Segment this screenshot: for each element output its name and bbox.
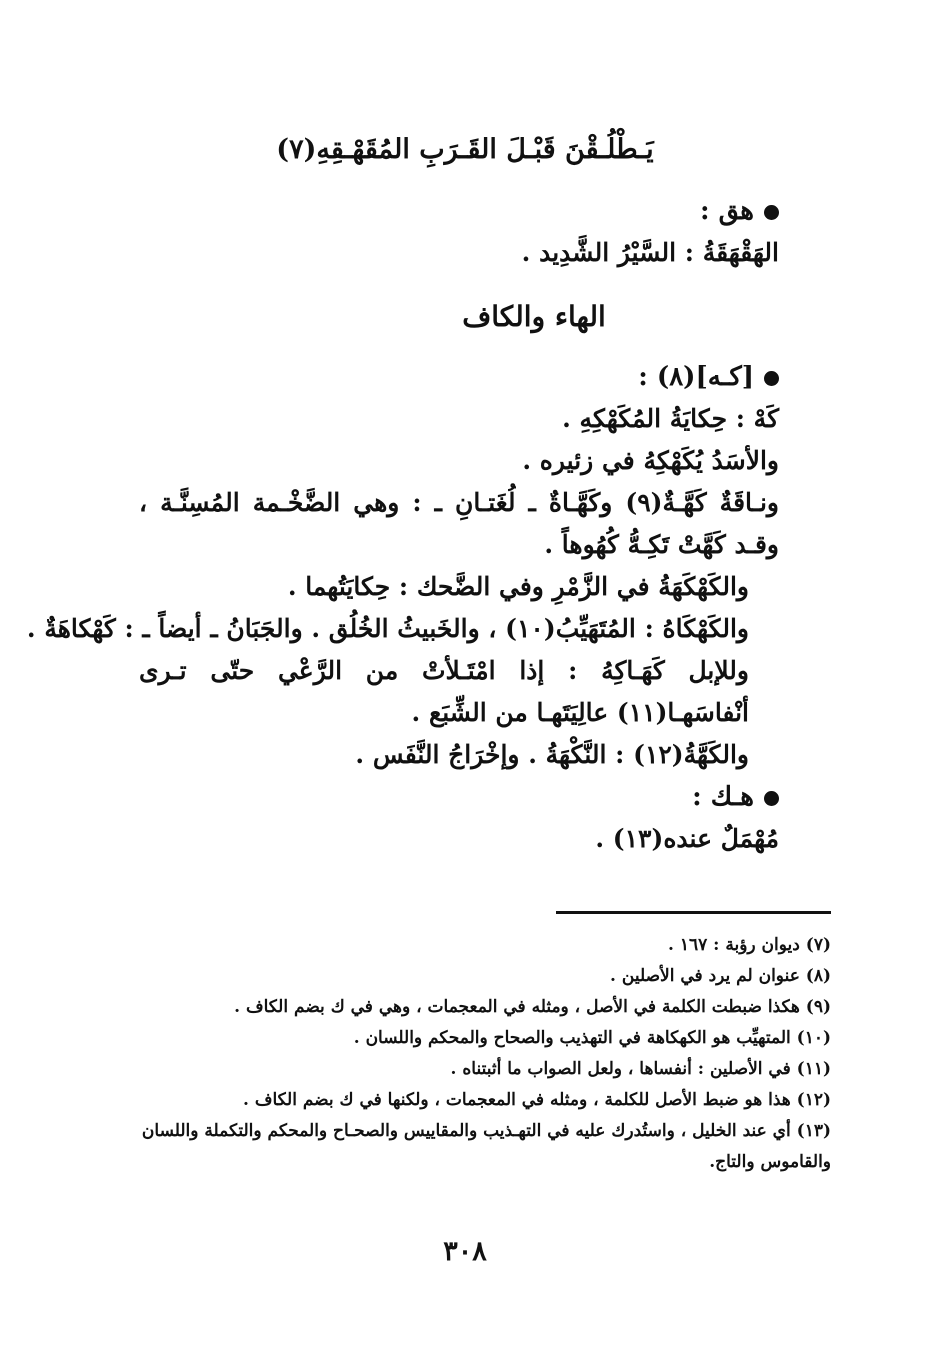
footnote: (١٠) المتهيِّب هو الكهكاهة في التهذيب والصحاح والمحكم واللسان . <box>353 1028 831 1048</box>
definition-line: والكَهَّةُ(١٢) : النَّكْهَةُ . وإخْرَاجُ النَّفَس . <box>355 740 749 769</box>
section-title: الهاء والكاف <box>462 300 606 333</box>
footnote: (٩) هكذا ضبطت الكلمة في الأصل ، ومثله في المعجمات ، وهي في ك بضم الكاف . <box>234 997 831 1017</box>
entry-head-label: هـك : <box>692 782 754 812</box>
definition-line: وللإبل كَهَـاكِهُ : إذا امْتَـلأتْ من الرَّعْي حتّى تـرى أنْفاسَهـا(١١) عالِيَتَهـا من الشِّبَع . <box>139 656 749 727</box>
poetry-verse: يَـطْلُـقْنَ قَبْـلَ القَـرَبِ المُقَهْـقِهِ(٧) <box>276 134 654 165</box>
main-text <box>26 190 779 860</box>
page-number: ٣٠٨ <box>443 1236 487 1267</box>
definition-line: ونـاقَةٌ كَهَّـةٌ(٩) وكَهَّـاةٌ ـ لُغَتـانِ ـ : وهي الضَّخْـمة المُسِنَّـة ، وقـد كَهَّتْ تَكِـهُّ كُهُوهاً . <box>139 488 779 559</box>
footnote: (٨) عنوان لم يرد في الأصلين . <box>610 966 831 986</box>
entry-head-label: [كـه](٨) : <box>638 362 754 392</box>
entry-head-hak <box>139 776 779 818</box>
definition-line: مُهْمَلٌ عنده(١٣) . <box>595 824 779 853</box>
entry-head-haq <box>139 190 779 232</box>
definition-line: الهَقْهَقَةُ : السَّيْرُ الشَّدِيد . <box>521 238 779 267</box>
definition-line: والكَهْكَاهُ : المُتَهَيِّبُ(١٠) ، والخَبيثُ الخُلُق . والجَبَانُ ـ أيضاً ـ : كَهْكاهَةٌ . <box>26 614 749 643</box>
footnote: (١٢) هذا هو ضبط الأصل للكلمة ، ومثله في المعجمات ، ولكنها في ك بضم الكاف . <box>242 1090 831 1110</box>
bullet-icon <box>764 791 779 806</box>
definition-line: والكَهْكَهَةُ في الزَّمْرِ وفي الضَّحك : حِكايَتُهما . <box>287 572 749 601</box>
entry-head-kah <box>139 356 779 398</box>
bullet-icon <box>764 371 779 386</box>
definition-line: والأسَدُ يُكَهْكِهُ في زئيره . <box>522 446 779 475</box>
entry-head-label: هق : <box>699 196 754 226</box>
footnote: (١٣) أي عند الخليل ، واستُدرك عليه في التهـذيب والمقاييس والصحـاح والمحكم والتكملة واللسان والقاموس والتاج. <box>141 1121 831 1172</box>
footnotes <box>101 930 831 1178</box>
bullet-icon <box>764 205 779 220</box>
footnote: (٧) ديوان رؤبة : ١٦٧ . <box>668 935 831 955</box>
footnote-separator <box>556 911 831 914</box>
definition-line: كَهْ : حِكايَةُ المُكَهْكِهِ . <box>562 404 779 433</box>
footnote: (١١) في الأصلين : أنفساها ، ولعل الصواب ما أثبتناه . <box>450 1059 831 1079</box>
